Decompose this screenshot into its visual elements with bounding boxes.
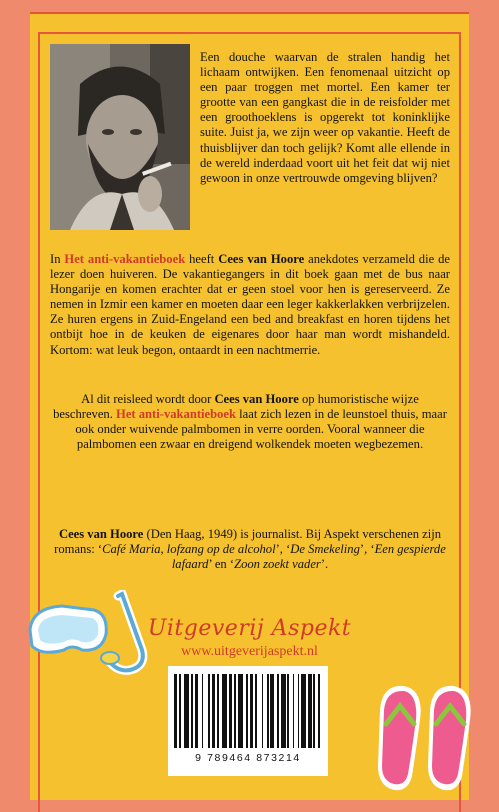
barcode-bars — [174, 674, 322, 748]
book-title: De Smekeling — [290, 542, 360, 557]
blurb-paragraph-3 — [50, 392, 450, 452]
isbn-barcode — [168, 666, 328, 776]
blurb-paragraph-2 — [50, 252, 450, 358]
text-span: In — [50, 252, 65, 266]
flip-flops-icon — [370, 680, 480, 795]
text-span: Al dit reisleed wordt door — [81, 392, 215, 406]
text-span: anekdotes verzameld die de lezer doen huiveren. De vakantiegangers in dit boek gaan met de bus naar Hongarije en komen erachter dat er geen stoel voor hen is gereserveerd. Ze nemen in Izmir een kamer en moeten daar een leger kakkerlakken verbrijzelen. Ze huren ergens in Zuid-Engeland een bed and breakfast en horen tijdens het ontbijt hoe in de keuken de eigenares door haar man wordt mishandeld. Kortom: wat leuk begon, ontaardt in een nachtmerrie. — [50, 252, 451, 357]
book-title: Het anti-vakantieboek — [116, 407, 237, 422]
author-name: Cees van Hoore — [58, 527, 144, 541]
author-photo — [50, 44, 190, 230]
text-span: ’ en ‘ — [208, 557, 235, 572]
book-title: Een gespierde lafaard — [171, 542, 446, 572]
text-span: laat zich lezen in de leunstoel thuis, maar ook onder wuivende palmbomen in verre oorden. Vooral wanneer die palmbomen een zwaar en dreigend wolkendek moeten wegbezemen. — [75, 407, 447, 452]
blurb-intro: Een douche waarvan de stralen handig het lichaam ontwijken. Een fenomenaal uitzicht op een paar troggen met mortel. Een kamer ter grootte van een gangkast die in de reisfolder met een groothoeklens is opgerekt tot koninklijke suite. Juist ja, we zijn weer op vakantie. Heeft de thuisblijver dan toch gelijk? Komt alle ellende in de wereld inderdaad voort uit het feit dat wij niet gewoon in onze vertrouwde omgeving blijven? — [200, 50, 450, 185]
book-title: Café Maria, lofzang op de alcohol — [102, 542, 276, 557]
publisher-url[interactable]: www.uitgeverijaspekt.nl — [181, 644, 318, 659]
text-span: heeft — [185, 252, 219, 266]
publisher-logo: Uitgeverij Aspekt — [147, 616, 352, 641]
author-name: Cees van Hoore — [218, 252, 305, 266]
book-title: Zoon zoekt vader — [234, 557, 321, 572]
text-span: ’, ‘ — [275, 542, 291, 557]
author-name: Cees van Hoore — [214, 392, 299, 406]
top-rule — [30, 12, 469, 24]
barcode-bar — [320, 674, 322, 748]
author-bio — [50, 527, 450, 572]
text-span: (Den Haag, 1949) is journalist. Bij Aspekt verschenen zijn romans: ‘ — [54, 527, 442, 557]
isbn-number: 9 789464 873214 — [195, 752, 301, 764]
text-span: ’, ‘ — [359, 542, 375, 557]
text-span: op humoristische wijze beschreven. — [53, 392, 419, 422]
book-title: Het anti-vakantieboek — [64, 252, 186, 266]
text-span: ’. — [320, 557, 329, 572]
